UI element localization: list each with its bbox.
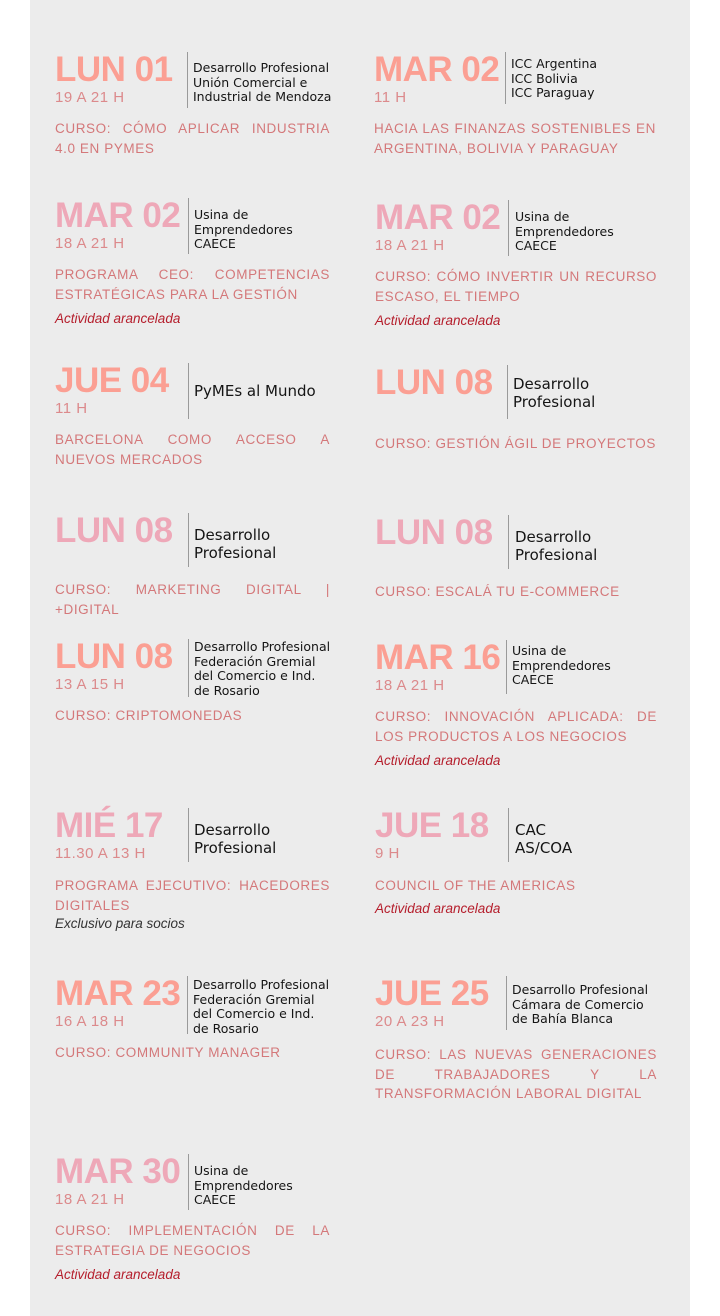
event-note: Actividad arancelada: [375, 901, 501, 916]
event-date: LUN 08: [55, 511, 173, 550]
event-note: Exclusivo para socios: [55, 916, 185, 931]
event-organizer: Desarrollo Profesional Federación Gremial del Comercio e Ind. de Rosario: [193, 977, 330, 1036]
event-organizer: Desarrollo Profesional: [194, 526, 277, 562]
divider: [505, 52, 506, 104]
divider: [508, 515, 509, 569]
event-hour: 11 H: [55, 400, 88, 417]
event-date: MAR 02: [375, 198, 501, 237]
event-organizer: Usina de Emprendedores CAECE: [512, 643, 611, 687]
event-hour: 11 H: [374, 89, 407, 106]
event-organizer: Usina de Emprendedores CAECE: [194, 1163, 293, 1207]
event-description: PROGRAMA EJECUTIVO: HACEDORES DIGITALES: [55, 878, 330, 913]
event-organizer: Desarrollo Profesional: [513, 375, 596, 411]
divider: [187, 52, 188, 108]
event-description: CURSO: INNOVACIÓN APLICADA: DE LOS PRODUCTOS A LOS NEGOCIOS: [375, 709, 657, 744]
event-description: CURSO: IMPLEMENTACIÓN DE LA ESTRATEGIA DE NEGOCIOS: [55, 1223, 330, 1258]
agenda-panel: [30, 0, 690, 1316]
event-description: CURSO: CRIPTOMONEDAS: [55, 708, 243, 723]
event-hour: 9 H: [375, 845, 400, 862]
divider: [187, 976, 188, 1034]
divider: [508, 808, 509, 862]
event-date: MAR 16: [375, 638, 501, 677]
event-description: CURSO: CÓMO APLICAR INDUSTRIA 4.0 EN PYMES: [55, 121, 330, 156]
event-organizer: Desarrollo Profesional Federación Gremial del Comercio e Ind. de Rosario: [194, 639, 331, 698]
divider: [508, 200, 509, 256]
divider: [506, 976, 507, 1030]
event-description: HACIA LAS FINANZAS SOSTENIBLES EN ARGENTINA, BOLIVIA Y PARAGUAY: [374, 121, 656, 156]
event-hour: 11.30 A 13 H: [55, 845, 146, 862]
event-date: JUE 04: [55, 361, 169, 400]
event-organizer: PyMEs al Mundo: [194, 382, 316, 400]
event-organizer: Desarrollo Profesional Cámara de Comercio de Bahía Blanca: [512, 982, 649, 1026]
event-date: MAR 02: [55, 196, 181, 235]
event-note: Actividad arancelada: [55, 1267, 181, 1282]
divider: [188, 363, 189, 419]
event-hour: 18 A 21 H: [375, 677, 445, 694]
event-date: JUE 25: [375, 974, 489, 1013]
event-date: MAR 23: [55, 974, 181, 1013]
event-organizer: Desarrollo Profesional Unión Comercial e Industrial de Mendoza: [193, 60, 332, 104]
event-description: PROGRAMA CEO: COMPETENCIAS ESTRATÉGICAS PARA LA GESTIÓN: [55, 267, 330, 302]
event-date: LUN 08: [375, 363, 493, 402]
event-hour: 16 A 18 H: [55, 1013, 125, 1030]
event-hour: 18 A 21 H: [375, 237, 445, 254]
event-description: BARCELONA COMO ACCESO A NUEVOS MERCADOS: [55, 432, 330, 467]
event-description: CURSO: MARKETING DIGITAL | +DIGITAL: [55, 582, 330, 617]
event-date: LUN 01: [55, 50, 173, 89]
event-note: Actividad arancelada: [375, 313, 501, 328]
event-hour: 20 A 23 H: [375, 1013, 445, 1030]
event-hour: 18 A 21 H: [55, 1191, 125, 1208]
divider: [506, 640, 507, 694]
event-description: CURSO: CÓMO INVERTIR UN RECURSO ESCASO, EL TIEMPO: [375, 269, 657, 304]
event-description: CURSO: ESCALÁ TU E-COMMERCE: [375, 584, 620, 599]
event-date: MIÉ 17: [55, 806, 163, 845]
event-organizer: Desarrollo Profesional: [194, 821, 277, 857]
event-date: MAR 02: [374, 50, 500, 89]
event-note: Actividad arancelada: [375, 753, 501, 768]
event-date: LUN 08: [375, 513, 493, 552]
event-organizer: ICC Argentina ICC Bolivia ICC Paraguay: [511, 56, 598, 100]
event-date: JUE 18: [375, 806, 489, 845]
divider: [507, 365, 508, 419]
event-description: CURSO: COMMUNITY MANAGER: [55, 1045, 281, 1060]
divider: [188, 198, 189, 254]
divider: [188, 639, 189, 697]
event-description: CURSO: LAS NUEVAS GENERACIONES DE TRABAJADORES Y LA TRANSFORMACIÓN LABORAL DIGITAL: [375, 1047, 657, 1101]
event-organizer: Usina de Emprendedores CAECE: [515, 209, 614, 253]
divider: [188, 1154, 189, 1210]
divider: [188, 513, 189, 567]
event-organizer: CAC AS/COA: [515, 821, 573, 857]
event-description: CURSO: GESTIÓN ÁGIL DE PROYECTOS: [375, 436, 656, 451]
event-hour: 13 A 15 H: [55, 676, 125, 693]
event-hour: 19 A 21 H: [55, 89, 125, 106]
event-organizer: Usina de Emprendedores CAECE: [194, 207, 293, 251]
event-hour: 18 A 21 H: [55, 235, 125, 252]
event-organizer: Desarrollo Profesional: [515, 528, 598, 564]
event-date: MAR 30: [55, 1152, 181, 1191]
event-date: LUN 08: [55, 637, 173, 676]
event-note: Actividad arancelada: [55, 311, 181, 326]
event-description: COUNCIL OF THE AMERICAS: [375, 878, 576, 893]
divider: [188, 808, 189, 862]
